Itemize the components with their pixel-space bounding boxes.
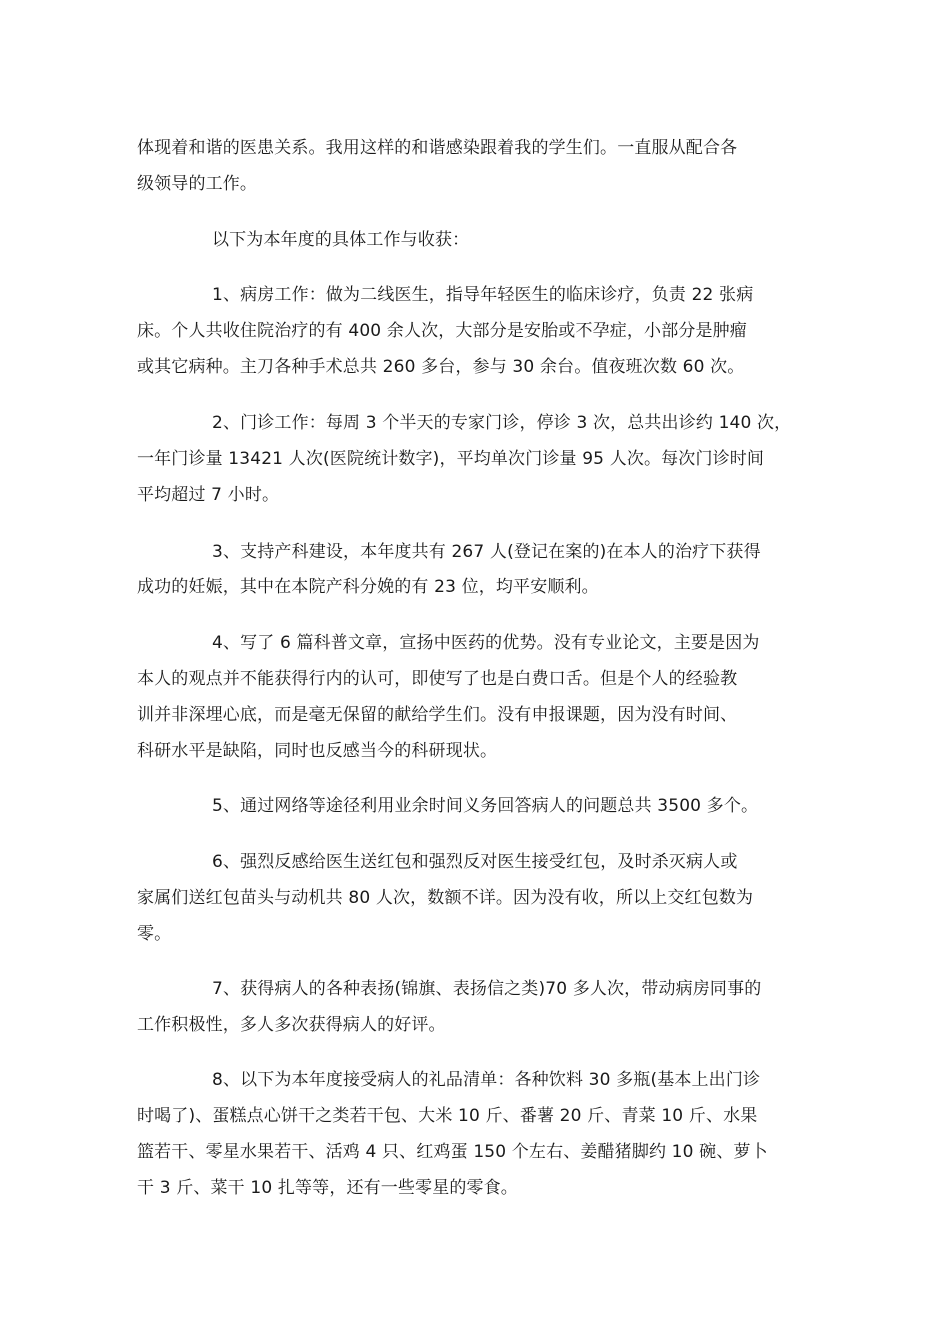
paragraph-line: 篮若干、零星水果若干、活鸡 4 只、红鸡蛋 150 个左右、姜醋猪脚约 10 碗、萝卜 bbox=[137, 1142, 768, 1162]
paragraph-line: 训并非深埋心底，而是毫无保留的献给学生们。没有申报课题，因为没有时间、 bbox=[137, 705, 738, 725]
paragraph-line: 床。个人共收住院治疗的有 400 余人次，大部分是安胎或不孕症，小部分是肿瘤 bbox=[137, 321, 747, 341]
paragraph-line: 6、强烈反感给医生送红包和强烈反对医生接受红包，及时杀灭病人或 bbox=[212, 852, 738, 872]
paragraph-line: 4、写了 6 篇科普文章，宣扬中医药的优势。没有专业论文，主要是因为 bbox=[212, 633, 760, 653]
paragraph-line: 5、通过网络等途径利用业余时间义务回答病人的问题总共 3500 多个。 bbox=[212, 796, 759, 816]
paragraph-line: 3、支持产科建设，本年度共有 267 人(登记在案的)在本人的治疗下获得 bbox=[212, 542, 761, 562]
paragraph-line: 7、获得病人的各种表扬(锦旗、表扬信之类)70 多人次，带动病房同事的 bbox=[212, 979, 762, 999]
paragraph-line: 科研水平是缺陷，同时也反感当今的科研现状。 bbox=[137, 741, 498, 761]
paragraph-line: 成功的妊娠，其中在本院产科分娩的有 23 位，均平安顺利。 bbox=[137, 577, 599, 597]
paragraph-line: 8、以下为本年度接受病人的礼品清单：各种饮料 30 多瓶(基本上出门诊 bbox=[212, 1070, 761, 1090]
paragraph-line: 一年门诊量 13421 人次(医院统计数字)，平均单次门诊量 95 人次。每次门诊时间 bbox=[137, 449, 765, 469]
paragraph-line: 1、病房工作：做为二线医生，指导年轻医生的临床诊疗，负责 22 张病 bbox=[212, 285, 754, 305]
paragraph-line: 干 3 斤、菜干 10 扎等等，还有一些零星的零食。 bbox=[137, 1178, 518, 1198]
paragraph-line: 级领导的工作。 bbox=[137, 174, 258, 194]
paragraph-line: 家属们送红包苗头与动机共 80 人次，数额不详。因为没有收，所以上交红包数为 bbox=[137, 888, 754, 908]
paragraph-line: 2、门诊工作：每周 3 个半天的专家门诊，停诊 3 次，总共出诊约 140 次， bbox=[212, 413, 792, 433]
paragraph-line: 本人的观点并不能获得行内的认可，即使写了也是白费口舌。但是个人的经验教 bbox=[137, 669, 738, 689]
paragraph-line: 平均超过 7 小时。 bbox=[137, 485, 280, 505]
paragraph-line: 零。 bbox=[137, 924, 172, 944]
paragraph-line: 时喝了)、蛋糕点心饼干之类若干包、大米 10 斤、番薯 20 斤、青菜 10 斤、水果 bbox=[137, 1106, 758, 1126]
paragraph-line: 以下为本年度的具体工作与收获： bbox=[212, 230, 470, 250]
paragraph-line: 或其它病种。主刀各种手术总共 260 多台，参与 30 余台。值夜班次数 60 次。 bbox=[137, 357, 745, 377]
paragraph-line: 体现着和谐的医患关系。我用这样的和谐感染跟着我的学生们。一直服从配合各 bbox=[137, 138, 738, 158]
paragraph-line: 工作积极性，多人多次获得病人的好评。 bbox=[137, 1015, 446, 1035]
